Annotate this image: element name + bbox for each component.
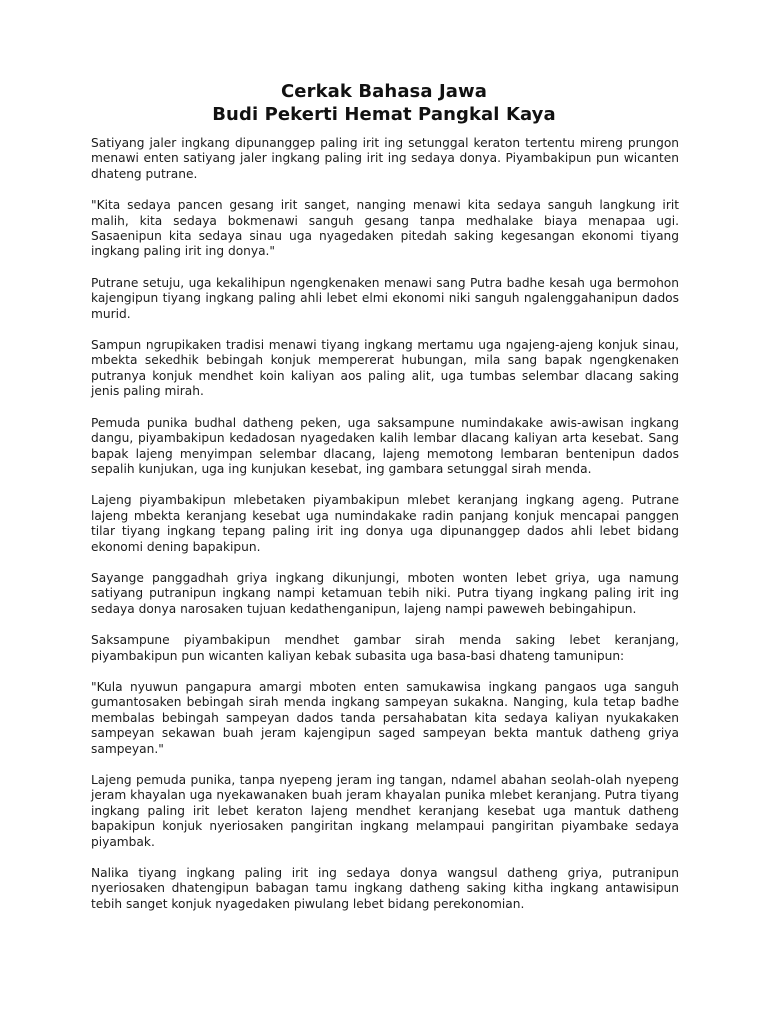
paragraph-5: Pemuda punika budhal datheng peken, uga saksampune numindakake awis-awisan ingkang dangu, piyambakipun kedadosan nyagedaken kalih lembar dlacang kaliyan arta kesebat. Sang bapak lajeng menyimpan selembar dlacang, lajeng memotong lembaran bentenipun dados sepalih kunjukan, uga ing kunjukan kesebat, ing gambara setunggal sirah menda. — [91, 415, 679, 476]
paragraph-9: "Kula nyuwun pangapura amargi mboten enten samukawisa ingkang pangaos uga sanguh gumantosaken bebingah sirah menda ingkang sampeyan sukakna. Nanging, kula tetap badhe membalas bebingah sampeyan dados tanda persahabatan kita sedaya kaliyan nyukakaken sampeyan sekawan buah jeram kajengipun saged sampeyan bekta mantuk datheng griya sampeyan." — [91, 679, 679, 756]
paragraph-4: Sampun ngrupikaken tradisi menawi tiyang ingkang mertamu uga ngajeng-ajeng konjuk sinau, mbekta sekedhik bebingah konjuk mempererat hubungan, mila sang bapak ngengkenaken putranya konjuk mendhet koin kaliyan aos paling alit, uga tumbas selembar dlacang saking jenis paling mirah. — [91, 338, 679, 399]
paragraph-1: Satiyang jaler ingkang dipunanggep paling irit ing setunggal keraton tertentu mireng prungon menawi enten satiyang jaler ingkang paling irit ing sedaya donya. Piyambakipun pun wicanten dhateng putrane. — [91, 136, 679, 181]
document-title-line-1: Cerkak Bahasa Jawa — [280, 81, 488, 102]
paragraph-8: Saksampune piyambakipun mendhet gambar sirah menda saking lebet keranjang, piyambakipun pun wicanten kaliyan kebak subasita uga basa-basi dhateng tamunipun: — [91, 633, 679, 663]
paragraph-10: Lajeng pemuda punika, tanpa nyepeng jeram ing tangan, ndamel abahan seolah-olah nyepeng jeram khayalan uga nyekawanaken buah jeram khayalan punika mlebet keranjang. Putra tiyang ingkang paling irit lebet keraton lajeng mendhet keranjang kesebat uga mantuk datheng bapakipun konjuk nyeriosaken pangiritan ingkang melampaui pangiritan piyambake sedaya piyambak. — [91, 773, 679, 849]
document-title-line-2: Budi Pekerti Hemat Pangkal Kaya — [212, 104, 556, 125]
paragraph-11: Nalika tiyang ingkang paling irit ing sedaya donya wangsul datheng griya, putranipun nyeriosaken dhatengipun babagan tamu ingkang datheng saking kitha ingkang antawisipun tebih sanget konjuk nyagedaken piwulang lebet bidang perekonomian. — [91, 866, 679, 911]
paragraph-6: Lajeng piyambakipun mlebetaken piyambakipun mlebet keranjang ingkang ageng. Putrane lajeng mbekta keranjang kesebat uga numindakake radin panjang konjuk mencapai panggen tilar tiyang ingkang tepang paling irit ing donya uga dipunanggep dados ahli lebet bidang ekonomi dening bapakipun. — [91, 493, 679, 554]
paragraph-3: Putrane setuju, uga kekalihipun ngengkenaken menawi sang Putra badhe kesah uga bermohon kajengipun tiyang ingkang paling ahli lebet elmi ekonomi niki sanguh ngalenggahanipun dados murid. — [91, 275, 679, 321]
paragraph-7: Sayange panggadhah griya ingkang dikunjungi, mboten wonten lebet griya, uga namung satiyang putranipun ingkang nampi ketamuan tebih niki. Putra tiyang ingkang paling irit ing sedaya donya narosaken tujuan kedathenganipun, lajeng nampi paweweh bebingahipun. — [91, 570, 679, 616]
document-body — [91, 136, 679, 928]
paragraph-2: "Kita sedaya pancen gesang irit sanget, nanging menawi kita sedaya sanguh langkung irit malih, kita sedaya bokmenawi sanguh gesang tanpa medhalake biaya menapaa ugi. Sasaenipun kita sedaya sinau uga nyagedaken pitedah saking kegesangan ekonomi tiyang ingkang paling irit ing donya." — [91, 198, 679, 259]
document-title-block — [0, 80, 768, 126]
